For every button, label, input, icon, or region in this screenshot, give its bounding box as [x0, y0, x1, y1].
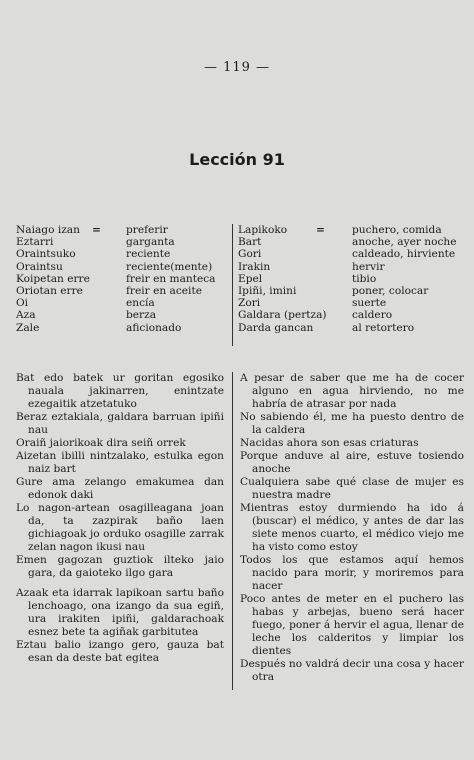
spanish-term: berza	[126, 309, 157, 322]
spanish-term: freir en manteca	[126, 272, 216, 285]
vocab-row	[238, 297, 464, 309]
vocabulary-right-column	[238, 224, 464, 334]
vocab-row	[238, 322, 464, 334]
spanish-term: garganta	[126, 236, 175, 249]
basque-term: Ipiñi, imini	[238, 284, 297, 297]
basque-term: Bart	[238, 236, 262, 249]
basque-term: Aza	[16, 309, 36, 322]
basque-sentence: Bat edo batek ur goritan egosiko nauala jakinarren, enintzate ezegaitik atzetatuko	[16, 372, 224, 410]
vocab-row	[16, 273, 228, 285]
spanish-term: al retortero	[352, 321, 415, 334]
spanish-sentence: Cualquiera sabe qué clase de mujer es nuestra madre	[240, 476, 464, 501]
sentences-divider	[232, 372, 233, 690]
spanish-term: reciente(mente)	[126, 260, 213, 273]
spanish-sentence: Después no valdrá decir una cosa y hacer otra	[240, 658, 464, 683]
basque-term: Zori	[238, 297, 261, 310]
vocab-row	[238, 285, 464, 297]
vocab-row	[16, 248, 228, 260]
basque-sentence: Lo nagon-artean osagilleagana joan da, ta zazpirak baño laen gichiagoak jo orduko osagille zarrak zelan nagon ikusi nau	[16, 502, 224, 553]
basque-sentence: Azaak eta idarrak lapikoan sartu baño lenchoago, ona izango da sua egiñ, ura irakiten ipiñi, galdarachoak esnez bete ta agiñak garbitutea	[16, 587, 224, 638]
basque-sentences-column	[16, 372, 224, 665]
vocabulary-left-column	[16, 224, 228, 334]
spanish-term: aficionado	[126, 321, 182, 334]
basque-sentence: Gure ama zelango emakumea dan edonok daki	[16, 476, 224, 501]
basque-term: Gori	[238, 248, 262, 261]
vocab-row	[238, 261, 464, 273]
vocab-row	[16, 309, 228, 321]
page-number: — 119 —	[203, 60, 271, 75]
basque-sentence: Oraiñ jaiorikoak dira seiñ orrek	[16, 437, 186, 449]
vocabulary-divider	[232, 224, 233, 346]
vocab-row	[238, 224, 464, 236]
spanish-term: caldeado, hirviente	[352, 248, 456, 261]
vocab-row	[16, 297, 228, 309]
spanish-sentences-column	[240, 372, 464, 684]
spanish-term: anoche, ayer noche	[352, 236, 457, 249]
spanish-term: tibio	[352, 272, 377, 285]
basque-term: Koipetan erre	[16, 272, 90, 285]
lesson-title: Lección 91	[189, 150, 285, 169]
spanish-term: reciente	[126, 248, 171, 261]
equals-sign: =	[92, 224, 101, 236]
spanish-sentence: Todos los que estamos aquí hemos nacido para morir, y moriremos para nacer	[240, 554, 464, 592]
basque-term: Lapikoko	[238, 224, 288, 236]
spanish-sentence: No sabiendo él, me ha puesto dentro de la caldera	[240, 411, 464, 436]
spanish-sentence: Poco antes de meter en el puchero las habas y arbejas, bueno será hacer fuego, poner á hervir el agua, llenar de leche los calderitos y limpiar los dientes	[240, 593, 464, 657]
vocab-row	[16, 224, 228, 236]
basque-term: Oi	[16, 297, 29, 310]
basque-term: Eztarri	[16, 236, 54, 249]
spanish-term: hervir	[352, 260, 385, 273]
spanish-term: puchero, comida	[352, 224, 442, 236]
basque-sentence: Beraz eztakiala, galdara barruan ipiñi nau	[16, 411, 224, 436]
basque-term: Galdara (pertza)	[238, 309, 327, 322]
equals-sign: =	[316, 224, 325, 236]
vocab-row	[16, 285, 228, 297]
spanish-term: encía	[126, 297, 155, 310]
vocab-row	[238, 248, 464, 260]
basque-term: Oraintsuko	[16, 248, 76, 261]
vocab-row	[238, 309, 464, 321]
basque-term: Oriotan erre	[16, 284, 83, 297]
spanish-term: preferir	[126, 224, 168, 236]
spanish-term: freir en aceite	[126, 284, 202, 297]
spanish-term: caldero	[352, 309, 393, 322]
basque-term: Epel	[238, 272, 263, 285]
vocab-row	[238, 236, 464, 248]
vocab-row	[16, 236, 228, 248]
vocab-row	[16, 261, 228, 273]
spanish-sentence: Porque anduve al aire, estuve tosiendo anoche	[240, 450, 464, 475]
basque-term: Irakin	[238, 260, 271, 273]
spanish-sentence: Nacidas ahora son esas criaturas	[240, 437, 419, 449]
basque-term: Zale	[16, 321, 40, 334]
basque-sentence: Eztau balio izango gero, gauza bat esan da deste bat egitea	[16, 639, 224, 664]
basque-sentence: Emen gagozan guztiok ilteko jaio gara, da gaioteko ilgo gara	[16, 554, 224, 579]
basque-term: Darda gancan	[238, 321, 314, 334]
basque-sentence: Aizetan ibilli nintzalako, estulka egon naiz bart	[16, 450, 224, 475]
spanish-sentence: Mientras estoy durmiendo ha ido á (buscar) el médico, y antes de dar las siete menos cuarto, el médico viejo me ha visto como estoy	[240, 502, 464, 553]
basque-term: Naiago izan	[16, 224, 80, 236]
vocab-row	[238, 273, 464, 285]
spanish-sentence: A pesar de saber que me ha de cocer alguno en agua hirviendo, no me habría de atrasar por nada	[240, 372, 464, 410]
spanish-term: suerte	[352, 297, 387, 310]
vocab-row	[16, 322, 228, 334]
basque-term: Oraintsu	[16, 260, 63, 273]
spanish-term: poner, colocar	[352, 284, 429, 297]
